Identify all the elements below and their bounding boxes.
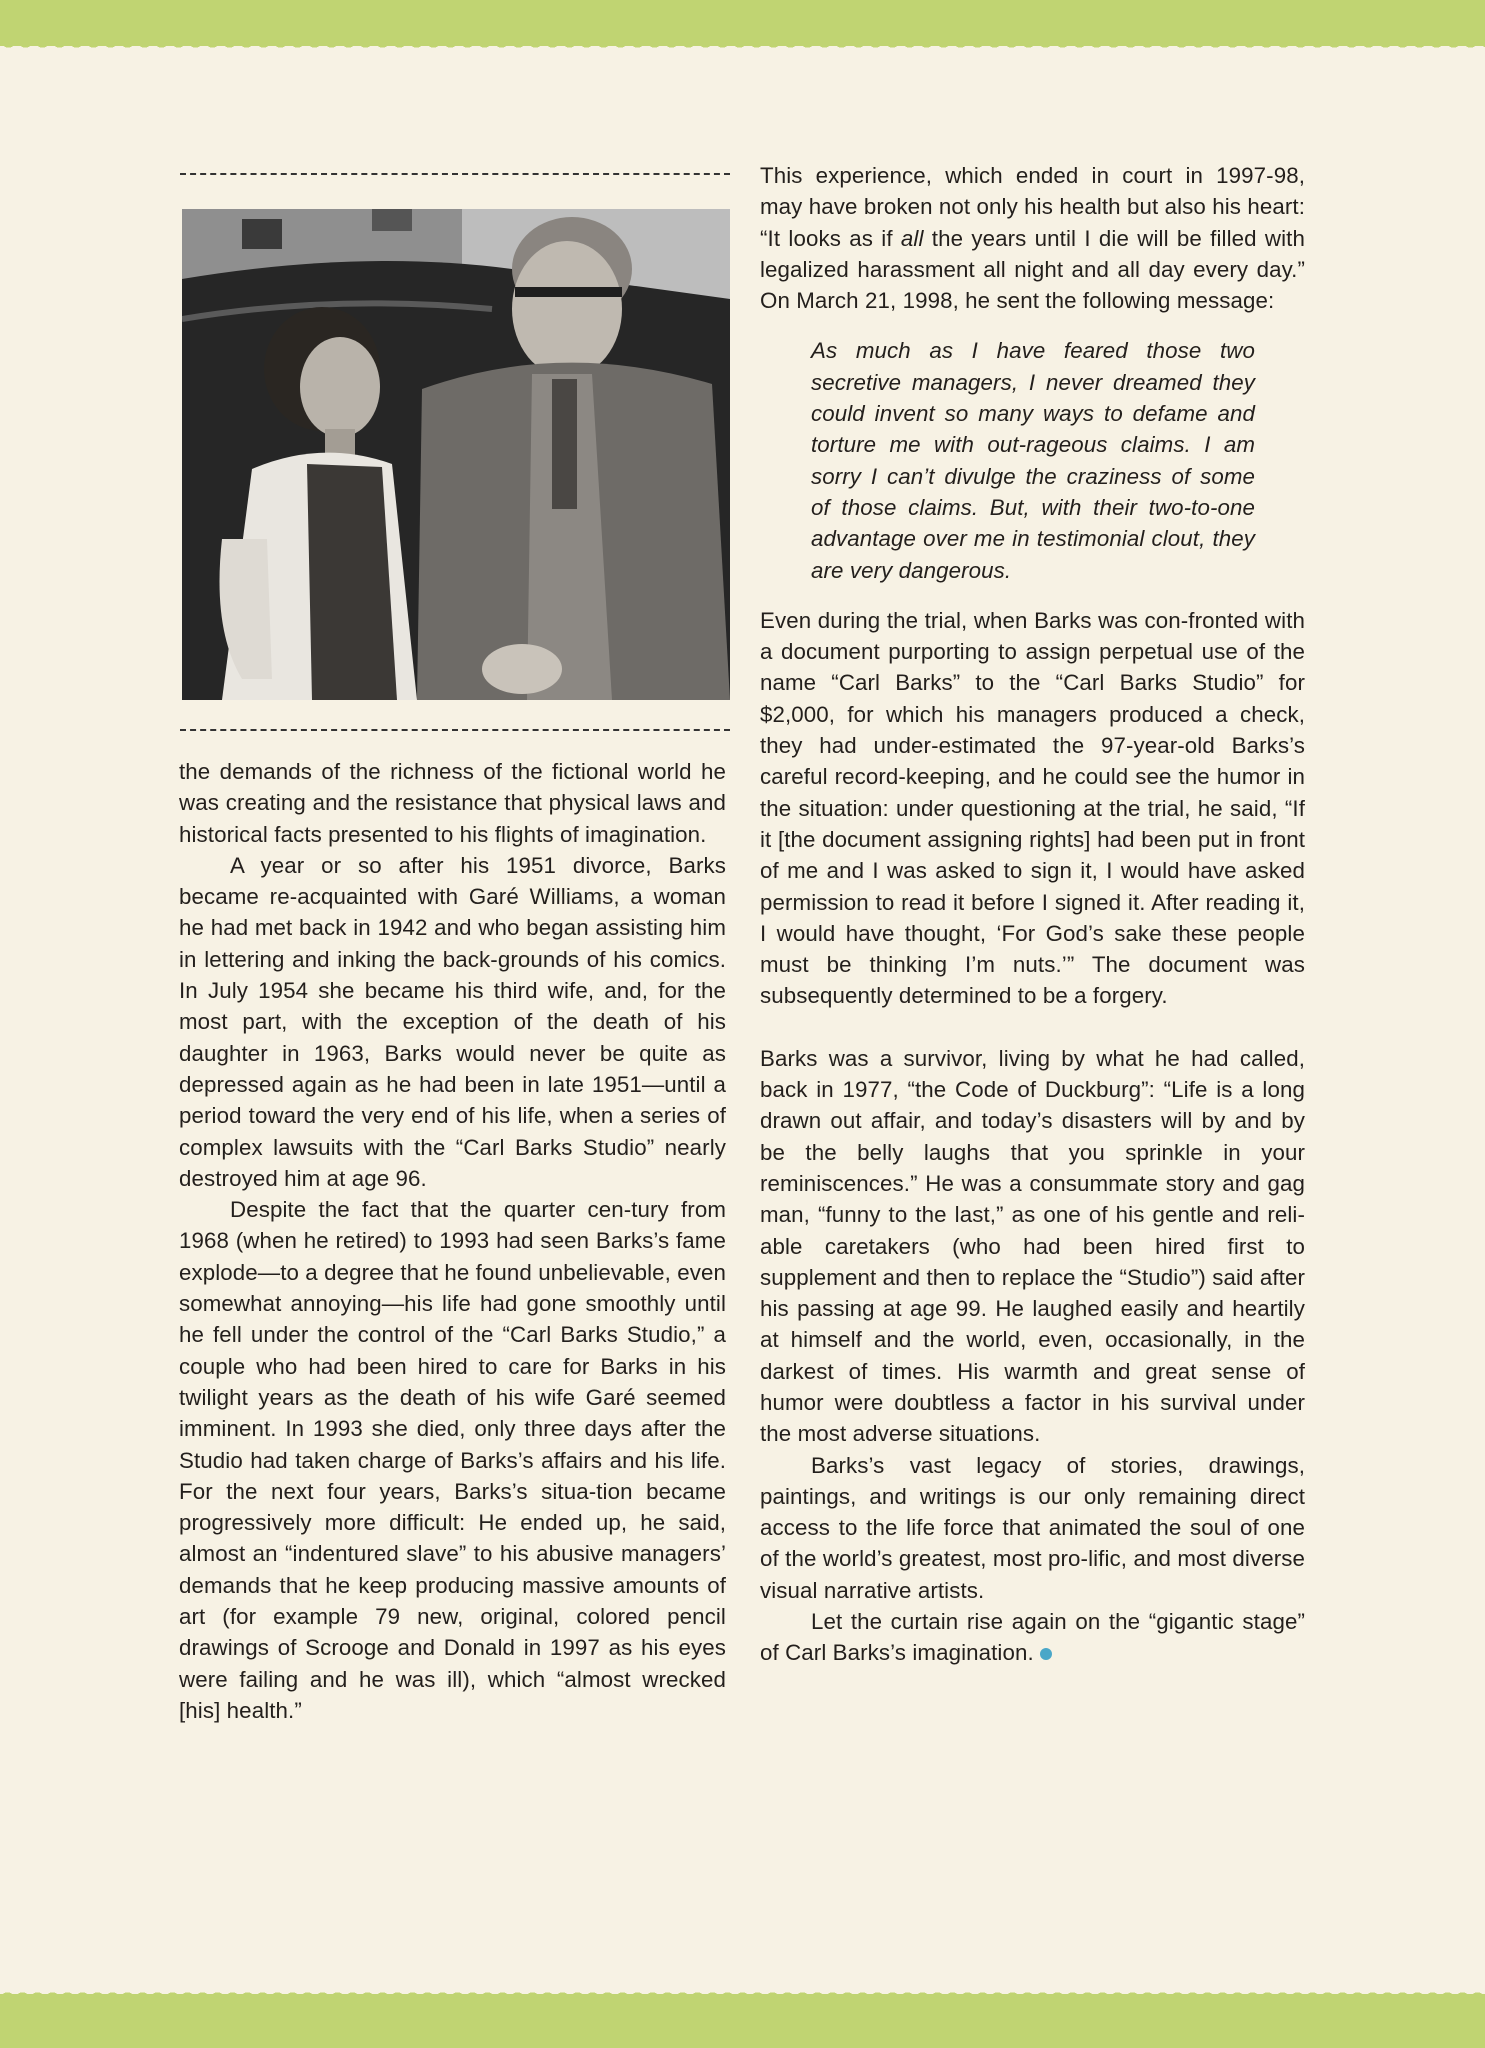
photo-bottom-dashed-rule	[180, 729, 730, 731]
end-of-article-dot-icon	[1040, 1648, 1052, 1660]
left-paragraph-2: A year or so after his 1951 divorce, Barks became re-acquainted with Garé Williams, a woman he had met back in 1942 and who began assisting him in lettering and inking the back-grounds of his comics. In July 1954 she became his third wife, and, for the most part, with the exception of the death of his daughter in 1963, Barks would never be quite as depressed again as he had been in late 1951—until a period toward the very end of his life, when a series of complex lawsuits with the “Carl Barks Studio” nearly destroyed him at age 96.	[179, 852, 726, 1191]
photo-top-dashed-rule	[180, 173, 730, 175]
left-paragraph-1: the demands of the richness of the fictional world he was creating and the resistance that physical laws and historical facts presented to his flights of imagination.	[179, 759, 726, 847]
closing-sentence: Let the curtain rise again on the “gigantic stage” of Carl Barks’s imagination.	[760, 1609, 1305, 1666]
left-text-column	[179, 756, 726, 1726]
right-paragraph-1	[760, 160, 1305, 316]
right-paragraph-2: Even during the trial, when Barks was con-fronted with a document purporting to assign perpetual use of the name “Carl Barks” to the “Carl Barks Studio” for $2,000, for which his managers produced a check, they had under-estimated the 97-year-old Barks’s careful record-keeping, and he could see the humor in the situation: under questioning at the trial, he said, “If it [the document assigning rights] had been put in front of me and I was asked to sign it, I would have asked permission to read it before I signed it. After reading it, I would have thought, ‘For God’s sake these people must be thinking I’m nuts.’” The document was subsequently determined to be a forgery.	[760, 607, 1305, 1009]
right-text-column	[760, 160, 1305, 1669]
right-paragraph-4: Barks’s vast legacy of stories, drawings, paintings, and writings is our only remaining direct access to the life force that animated the soul of one of the world’s greatest, most pro-lific, and most diverse visual narrative artists.	[760, 1452, 1305, 1603]
top-decorative-band	[0, 0, 1485, 46]
bottom-decorative-band	[0, 1994, 1485, 2048]
emphasis-all: all	[900, 225, 924, 251]
right-paragraph-1-start: This experience, which ended in court in 1997-98, may have broken not only his health but also his heart: “It looks as if	[760, 163, 1305, 251]
left-paragraph-3: Despite the fact that the quarter cen-tury from 1968 (when he retired) to 1993 had seen Barks’s fame explode—to a degree that he found unbelievable, even somewhat annoying—his life had gone smoothly until he fell under the control of the “Carl Barks Studio,” a couple who had been hired to care for Barks in his twilight years as the death of his wife Garé seemed imminent. In 1993 she died, only three days after the Studio had taken charge of Barks’s affairs and his life. For the next four years, Barks’s situa-tion became progressively more difficult: He ended up, he said, almost an “indentured slave” to his abusive managers’ demands that he keep producing massive amounts of art (for example 79 new, original, colored pencil drawings of Scrooge and Donald in 1997 as his eyes were failing and he was ill), which “almost wrecked [his] health.”	[179, 1197, 726, 1723]
right-paragraph-1-end: the years until I die will be filled with legalized harassment all night and all day every day.” On March 21, 1998, he sent the following message:	[760, 225, 1305, 314]
right-paragraph-3: Barks was a survivor, living by what he had called, back in 1977, “the Code of Duckburg”: “Life is a long drawn out affair, and today’s disasters will by and by be the belly laughs that you sprinkle in your reminiscences.” He was a consummate story and gag man, “funny to the last,” as one of his gentle and reli-able caretakers (who had been hired first to supplement and then to replace the “Studio”) said after his passing at age 99. He laughed easily and heartily at himself and the world, even, occasionally, in the darkest of times. His warmth and great sense of humor were doubtless a factor in his survival under the most adverse situations.	[760, 1045, 1305, 1447]
right-paragraph-5	[760, 1606, 1305, 1669]
photo-barks-and-gare	[182, 209, 730, 700]
block-quote: As much as I have feared those two secretive managers, I never dreamed they could invent so many ways to defame and torture me with out-rageous claims. I am sorry I can’t divulge the craziness of some of those claims. But, with their two-to-one advantage over me in testimonial clout, they are very dangerous.	[811, 338, 1255, 583]
